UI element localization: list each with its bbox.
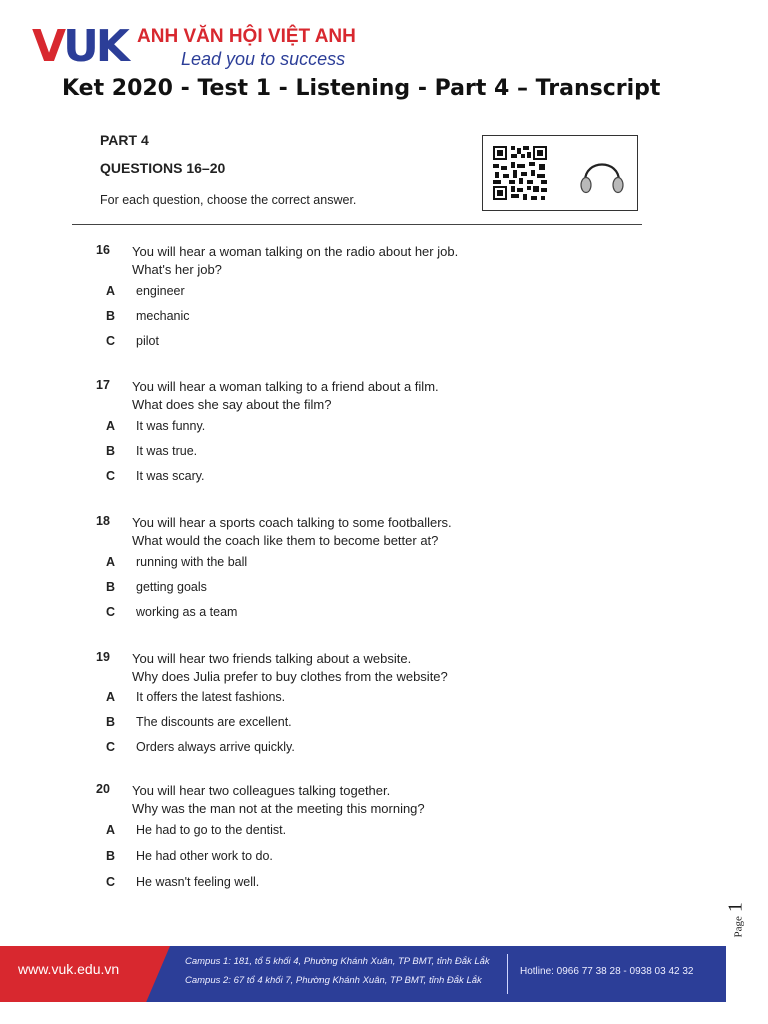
footer-divider xyxy=(507,954,508,994)
option-letter: B xyxy=(106,309,116,323)
question-text: What would the coach like them to become better at? xyxy=(132,533,439,548)
headphones-icon xyxy=(577,149,627,199)
website-link[interactable]: www.vuk.edu.vn xyxy=(18,961,120,977)
question-number: 17 xyxy=(96,378,110,392)
option-letter: C xyxy=(106,605,116,619)
option-a[interactable] xyxy=(106,419,606,437)
option-a[interactable] xyxy=(106,823,606,841)
option-text: getting goals xyxy=(136,580,207,594)
brand-name: ANH VĂN HỘI VIỆT ANH xyxy=(137,26,356,47)
section-divider xyxy=(72,224,642,225)
option-c[interactable] xyxy=(106,740,606,758)
option-text: It was true. xyxy=(136,444,198,458)
option-b[interactable] xyxy=(106,444,606,462)
part-heading: PART 4 xyxy=(100,132,149,148)
option-letter: A xyxy=(106,284,116,298)
option-b[interactable] xyxy=(106,309,606,327)
instruction-text: For each question, choose the correct answer. xyxy=(100,193,357,207)
question-text: Why does Julia prefer to buy clothes from the website? xyxy=(132,669,448,684)
hotline: Hotline: 0966 77 38 28 - 0938 03 42 32 xyxy=(520,966,694,977)
option-text: Orders always arrive quickly. xyxy=(136,740,295,754)
option-text: It was scary. xyxy=(136,469,205,483)
question-text: What does she say about the film? xyxy=(132,397,332,412)
option-letter: C xyxy=(106,469,116,483)
option-text: running with the ball xyxy=(136,555,248,569)
question-prompt: You will hear two friends talking about a website. xyxy=(132,651,412,666)
option-text: working as a team xyxy=(136,605,238,619)
question-text: What's her job? xyxy=(132,262,222,277)
option-text: engineer xyxy=(136,284,185,298)
campus-1-address: Campus 1: 181, tổ 5 khối 4, Phường Khánh Xuân, TP BMT, tỉnh Đắk Lắk xyxy=(185,956,490,967)
option-letter: A xyxy=(106,690,116,704)
option-c[interactable] xyxy=(106,875,606,893)
option-letter: C xyxy=(106,334,116,348)
qr-code-icon xyxy=(491,144,549,202)
option-letter: B xyxy=(106,580,116,594)
logo-letters-uk: UK xyxy=(63,21,127,72)
footer-banner xyxy=(0,946,726,1002)
question-text: Why was the man not at the meeting this morning? xyxy=(132,801,425,816)
option-b[interactable] xyxy=(106,849,606,867)
option-letter: A xyxy=(106,419,116,433)
question-number: 18 xyxy=(96,514,110,528)
option-text: The discounts are excellent. xyxy=(136,715,292,729)
question-prompt: You will hear a woman talking on the radio about her job. xyxy=(132,244,459,259)
option-text: It offers the latest fashions. xyxy=(136,690,286,704)
vuk-logo xyxy=(32,21,132,72)
option-a[interactable] xyxy=(106,690,606,708)
question-prompt: You will hear two colleagues talking together. xyxy=(132,783,391,798)
question-number: 16 xyxy=(96,243,110,257)
option-text: pilot xyxy=(136,334,159,348)
option-c[interactable] xyxy=(106,605,606,623)
option-letter: B xyxy=(106,849,116,863)
document-title: Ket 2020 - Test 1 - Listening - Part 4 – Transcript xyxy=(62,76,661,101)
option-text: mechanic xyxy=(136,309,190,323)
question-number: 19 xyxy=(96,650,110,664)
option-text: He wasn't feeling well. xyxy=(136,875,260,889)
option-b[interactable] xyxy=(106,580,606,598)
question-prompt: You will hear a woman talking to a friend about a film. xyxy=(132,379,439,394)
option-c[interactable] xyxy=(106,469,606,487)
questions-range: QUESTIONS 16–20 xyxy=(100,160,226,176)
option-a[interactable] xyxy=(106,555,606,573)
page-number-value: 1 xyxy=(724,902,747,913)
option-text: He had to go to the dentist. xyxy=(136,823,287,837)
option-c[interactable] xyxy=(106,334,606,352)
option-text: It was funny. xyxy=(136,419,206,433)
page-number xyxy=(722,888,750,936)
campus-2-address: Campus 2: 67 tổ 4 khối 7, Phường Khánh Xuân, TP BMT, tỉnh Đắk Lắk xyxy=(185,975,482,986)
option-b[interactable] xyxy=(106,715,606,733)
question-prompt: You will hear a sports coach talking to some footballers. xyxy=(132,515,452,530)
option-letter: B xyxy=(106,715,116,729)
brand-block xyxy=(137,26,417,70)
page-label: Page xyxy=(732,916,745,938)
option-a[interactable] xyxy=(106,284,606,302)
logo-letter-v: V xyxy=(32,21,64,72)
option-text: He had other work to do. xyxy=(136,849,273,863)
audio-box xyxy=(482,135,638,211)
exam-page xyxy=(72,120,662,900)
option-letter: A xyxy=(106,823,116,837)
brand-tagline: Lead you to success xyxy=(181,49,346,69)
option-letter: A xyxy=(106,555,116,569)
option-letter: C xyxy=(106,740,116,754)
question-number: 20 xyxy=(96,782,110,796)
option-letter: C xyxy=(106,875,116,889)
option-letter: B xyxy=(106,444,116,458)
